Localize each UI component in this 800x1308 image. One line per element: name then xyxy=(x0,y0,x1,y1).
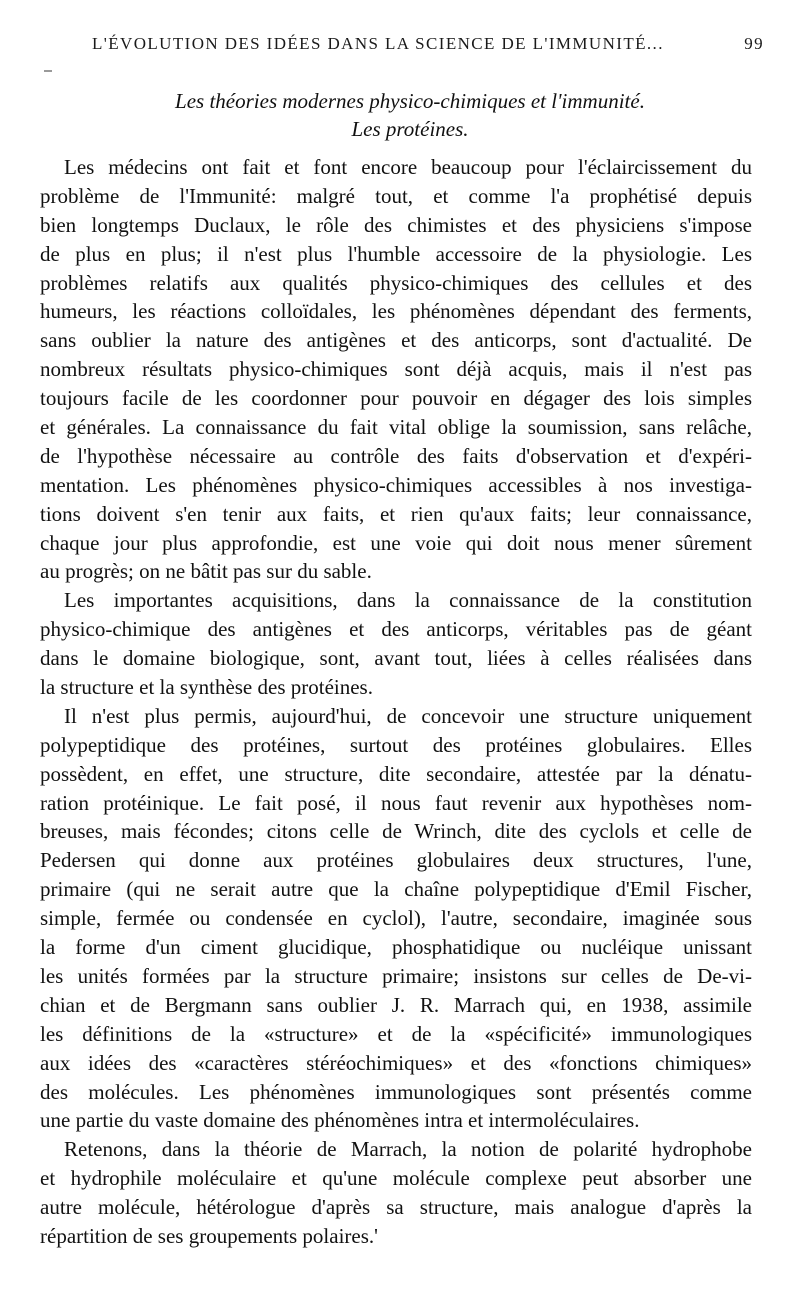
text-line: problème de l'Immunité: malgré tout, et comme l'a prophétisé depuis xyxy=(40,183,752,208)
paragraph-2 xyxy=(40,586,752,702)
text-line: Les médecins ont fait et font encore beaucoup pour l'éclaircissement du xyxy=(64,155,752,179)
paragraph-4 xyxy=(40,1135,752,1251)
text-line: Il n'est plus permis, aujourd'hui, de concevoir une structure uniquement xyxy=(64,703,752,728)
text-line: primaire (qui ne serait autre que la chaîne polypeptidique d'Emil Fischer, xyxy=(40,877,752,902)
text-line: sans oublier la nature des antigènes et des anticorps, sont d'actualité. De xyxy=(40,328,752,353)
text-line: chian et de Bergmann sans oublier J. R. Marrach qui, en 1938, assimile xyxy=(40,992,752,1017)
text-line: autre molécule, hétérologue d'après sa structure, mais analogue d'après la xyxy=(40,1195,752,1220)
text-line: aux idées des «caractères stéréochimiques» et des «fonctions chimiques» xyxy=(40,1050,752,1075)
text-line: au progrès; on ne bâtit pas sur du sable. xyxy=(40,559,372,584)
text-line: bien longtemps Duclaux, le rôle des chimistes et des physiciens s'impose xyxy=(40,212,752,237)
text-line: des molécules. Les phénomènes immunologiques sont présentés comme xyxy=(40,1079,752,1104)
section-heading-line-2: Les protéines. xyxy=(351,117,469,141)
text-line: possèdent, en effet, une structure, dite secondaire, attestée par la dénatu- xyxy=(40,761,752,786)
stray-mark xyxy=(44,70,52,72)
text-line: Retenons, dans la théorie de Marrach, la notion de polarité hydrophobe xyxy=(64,1137,752,1162)
text-line: problèmes relatifs aux qualités physico-chimiques des cellules et des xyxy=(40,270,752,295)
text-line: tions doivent s'en tenir aux faits, et rien qu'aux faits; leur connaissance, xyxy=(40,501,752,526)
text-line: répartition de ses groupements polaires.' xyxy=(40,1223,378,1248)
text-line: simple, fermée ou condensée en cyclol), l'autre, secondaire, imaginée sous xyxy=(40,906,752,931)
text-line: mentation. Les phénomènes physico-chimiques accessibles à nos investiga- xyxy=(40,472,752,497)
text-line: les unités formées par la structure primaire; insistons sur celles de De-vi- xyxy=(40,963,752,988)
paragraph-3 xyxy=(40,702,752,1135)
running-header xyxy=(92,34,764,58)
text-line: ration protéinique. Le fait posé, il nous faut revenir aux hypothèses nom- xyxy=(40,790,752,815)
text-line: nombreux résultats physico-chimiques sont déjà acquis, mais il n'est pas xyxy=(40,357,752,382)
text-line: les définitions de la «structure» et de la «spécificité» immunologiques xyxy=(40,1021,752,1046)
body-text xyxy=(40,153,752,1251)
text-line: polypeptidique des protéines, surtout des protéines globulaires. Elles xyxy=(40,732,752,757)
text-line: de l'hypothèse nécessaire au contrôle des faits d'observation et d'expéri- xyxy=(40,443,752,468)
text-line: et hydrophile moléculaire et qu'une molécule complexe peut absorber une xyxy=(40,1166,752,1191)
paragraph-1 xyxy=(40,153,752,586)
page-number: 99 xyxy=(744,34,764,53)
text-line: Pedersen qui donne aux protéines globulaires deux structures, l'une, xyxy=(40,848,752,873)
text-line: dans le domaine biologique, sont, avant tout, liées à celles réalisées dans xyxy=(40,646,752,671)
text-line: physico-chimique des antigènes et des anticorps, véritables pas de géant xyxy=(40,617,752,642)
text-line: toujours facile de les coordonner pour pouvoir en dégager des lois simples xyxy=(40,386,752,411)
text-line: une partie du vaste domaine des phénomènes intra et intermoléculaires. xyxy=(40,1108,640,1133)
text-line: la forme d'un ciment glucidique, phosphatidique ou nucléique unissant xyxy=(40,935,752,960)
text-line: et générales. La connaissance du fait vital oblige la soumission, sans relâche, xyxy=(40,415,752,440)
running-title: L'ÉVOLUTION DES IDÉES DANS LA SCIENCE DE L'IMMUNITÉ... xyxy=(92,34,664,53)
text-line: humeurs, les réactions colloïdales, les phénomènes dépendant des ferments, xyxy=(40,299,752,324)
text-line: chaque jour plus approfondie, est une voie qui doit nous mener sûrement xyxy=(40,530,752,555)
text-line: Les importantes acquisitions, dans la connaissance de la constitution xyxy=(64,588,752,613)
text-line: la structure et la synthèse des protéines. xyxy=(40,675,373,700)
text-line: de plus en plus; il n'est plus l'humble accessoire de la physiologie. Les xyxy=(40,241,752,266)
section-heading xyxy=(60,87,760,143)
text-line: breuses, mais fécondes; citons celle de Wrinch, dite des cyclols et celle de xyxy=(40,819,752,844)
section-heading-line-1: Les théories modernes physico-chimiques et l'immunité. xyxy=(175,89,645,113)
